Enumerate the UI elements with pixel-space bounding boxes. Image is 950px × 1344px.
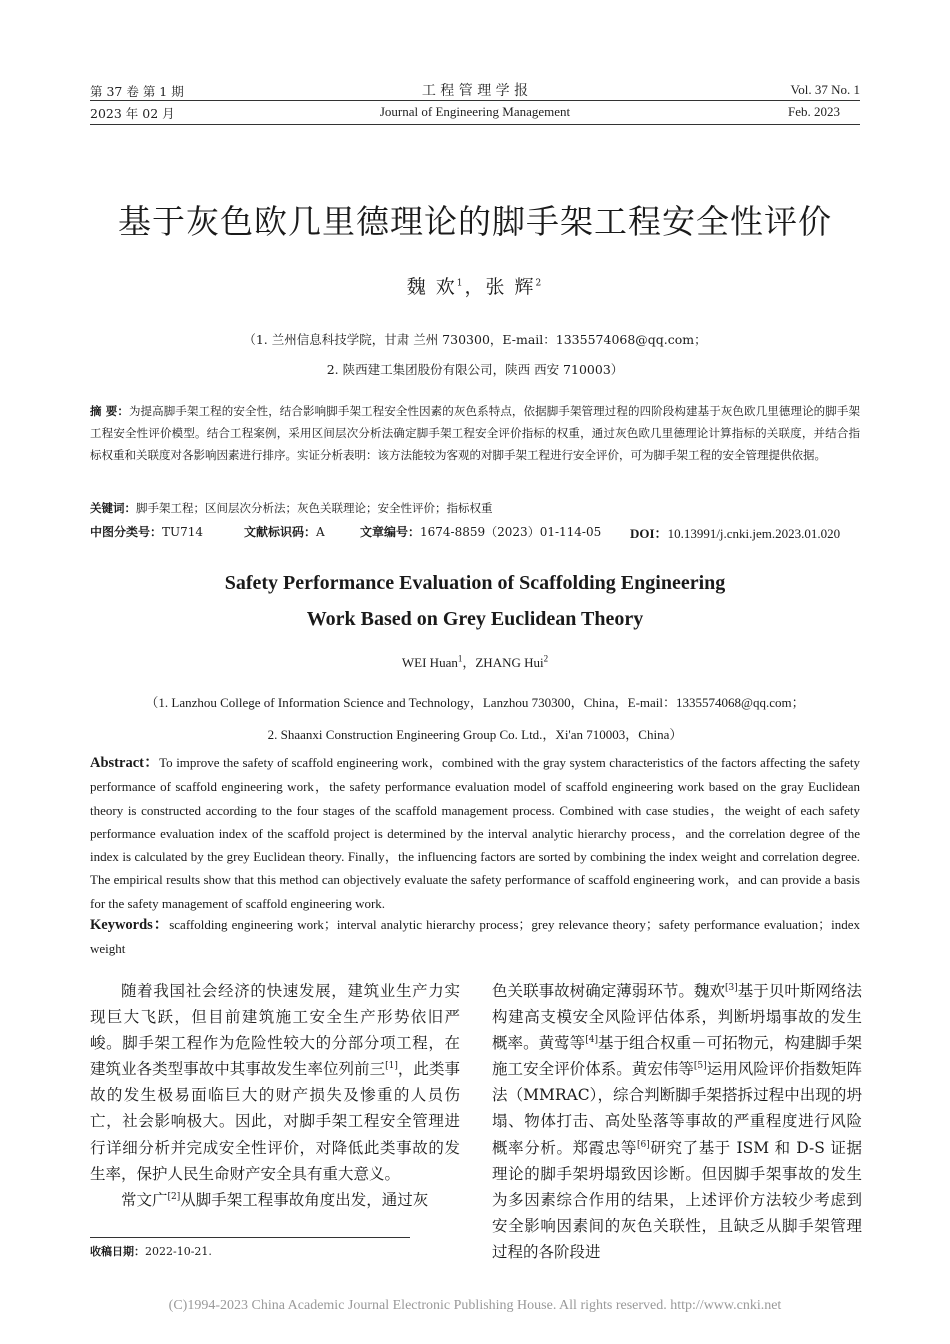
authors-en <box>0 652 950 671</box>
copyright-line: (C)1994-2023 China Academic Journal Electronic Publishing House. All rights reserved. http://www.cnki.net <box>168 1298 782 1313</box>
page-title-en-2: Work Based on Grey Euclidean Theory <box>306 608 644 630</box>
ref-6: [6] <box>637 1139 650 1150</box>
doi-label: DOI： <box>630 526 668 541</box>
abstract-cn-label: 摘 要： <box>90 404 129 418</box>
received-date-label: 收稿日期： <box>90 1245 145 1258</box>
author-2-sup-en: 2 <box>543 653 549 664</box>
ref-1: [1] <box>385 1061 398 1072</box>
ref-5: [5] <box>693 1061 707 1072</box>
keywords-en-text: scaffolding engineering work；interval analytic hierarchy process；grey relevance theory；safety performance evaluation；index weight <box>90 917 860 957</box>
header-date-en: Feb. 2023 <box>788 104 840 119</box>
authors-cn <box>0 272 950 299</box>
abstract-cn-text: 为提高脚手架工程的安全性，结合影响脚手架工程安全性因素的灰色系特点，依据脚手架管理过程的四阶段构建基于灰色欧几里德理论的脚手架工程安全性评价模型。结合工程案例，采用区间层次分析法确定脚手架工程安全评价指标的权重，通过灰色欧几里德理论计算指标的关联度，并结合指标权重和关联度对各影响因素进行排序。实证分析表明：该方法能较为客观的对脚手架工程进行安全评价，可为脚手架工程的安全管理提供依据。 <box>90 404 860 462</box>
affiliation-en-1: （1. Lanzhou College of Information Science and Technology，Lanzhou 730300，China，E-mail：1335574068@qq.com； <box>145 695 805 710</box>
ref-2: [2] <box>167 1191 181 1202</box>
document-code <box>244 523 325 540</box>
keywords-en-label: Keywords： <box>90 917 170 933</box>
author-2-cn: 张 辉 <box>485 276 536 298</box>
header-date-cn: 2023 年 02 月 <box>90 106 175 121</box>
abstract-en-text: To improve the safety of scaffold engineering work，combined with the gray system characteristics of the factors affecting the safety performance of scaffold engineering work，the safety performance evaluation model of scaffold engineering work based on the gray Euclidean theory is constructed according to the four stages of the scaffold management process. Combined with case studies，the weight of each safety performance evaluation index of the scaffold project is determined by the interval analytic hierarchy process，and the correlation degree of the index is calculated by the grey Euclidean theory. Finally，the influencing factors are sorted by combining the index weight and correlation degree. The empirical results show that this method can objectively evaluate the safety performance of scaffold engineering work，and can provide a basis for the safety management of scaffold engineering work. <box>90 755 860 911</box>
author-2-en: ZHANG Hui <box>475 655 544 670</box>
abstract-en <box>90 751 860 915</box>
header-journal-en: Journal of Engineering Management <box>379 104 571 119</box>
body-paragraph-right <box>492 978 862 1265</box>
affiliation-cn-2: 2. 陕西建工集团股份有限公司，陕西 西安 710003） <box>326 362 624 377</box>
ref-3: [3] <box>724 982 738 993</box>
keywords-en <box>90 913 860 961</box>
author-1-sup-cn: 1 <box>456 278 465 289</box>
clc-number <box>90 523 203 540</box>
keywords-cn-text: 脚手架工程；区间层次分析法；灰色关联理论；安全性评价；指标权重 <box>136 501 493 515</box>
header-rule-top <box>90 100 860 101</box>
abstract-en-label: Abstract： <box>90 755 160 771</box>
body-r-t4: 运用风险评价指数矩阵法（MMRAC），综合判断脚手架搭拆过程中出现的坍塌、物体打击、高处坠落等事故的严重程度进行风险概率分析。郑霞忠等 <box>492 1060 862 1157</box>
article-number-label: 文章编号： <box>360 525 421 539</box>
body-paragraph-1 <box>90 978 460 1187</box>
clc-value: TU714 <box>162 525 204 539</box>
body-p1-tail: ，此类事故的发生极易面临巨大的财产损失及惨重的人员伤亡，社会影响极大。因此，对脚手架工程安全管理进行详细分析并完成安全性评价，对降低此类事故的发生率，保护人民生命财产安全具有重大意义。 <box>90 1060 460 1183</box>
author-1-en: WEI Huan <box>401 655 458 670</box>
body-r-t3: 基于组合权重－可拓物元，构建脚手架施工安全评价体系。黄宏伟等 <box>492 1034 862 1079</box>
body-r-t2: 基于贝叶斯网络法构建高支模安全风险评估体系，判断坍塌事故的发生概率。黄莺等 <box>492 982 862 1053</box>
page-title-cn: 基于灰色欧几里德理论的脚手架工程安全性评价 <box>118 202 832 241</box>
body-p2-b: 从脚手架工程事故角度出发，通过灰 <box>180 1190 429 1209</box>
body-column-right <box>492 978 862 1265</box>
keywords-cn-label: 关键词： <box>90 501 136 515</box>
body-p2-a: 常文广 <box>121 1190 168 1209</box>
author-2-sup-cn: 2 <box>535 278 544 289</box>
author-sep-cn: ， <box>464 276 486 298</box>
author-1-sup-en: 1 <box>457 653 463 664</box>
page-title-en-1: Safety Performance Evaluation of Scaffolding Engineering <box>224 572 726 594</box>
header-volume-issue: 第 37 卷 第 1 期 <box>90 84 184 99</box>
doc-code-label: 文献标识码： <box>244 525 317 539</box>
article-number-value: 1674-8859（2023）01-114-05 <box>420 525 602 539</box>
header-journal-cn: 工 程 管 理 学 报 <box>421 83 529 99</box>
abstract-cn <box>90 400 860 466</box>
affiliation-cn-1: （1. 兰州信息科技学院，甘肃 兰州 730300，E-mail：1335574068@qq.com； <box>243 332 707 347</box>
header-vol-no-en: Vol. 37 No. 1 <box>790 82 860 97</box>
footnote-rule <box>90 1237 410 1238</box>
keywords-cn <box>90 497 860 519</box>
received-date-value: 2022-10-21. <box>145 1245 212 1258</box>
doi <box>630 523 840 542</box>
author-1-cn: 魏 欢 <box>406 276 457 298</box>
body-p1-text: 随着我国社会经济的快速发展，建筑业生产力实现巨大飞跃，但目前建筑施工安全生产形势依旧严峻。脚手架工程作为危险性较大的分部分项工程，在建筑业各类型事故中其事故发生率位列前三 <box>90 982 460 1079</box>
header-rule-bottom <box>90 124 860 125</box>
affiliation-en-2: 2. Shaanxi Construction Engineering Group Co. Ltd.，Xi'an 710003，China） <box>267 727 683 742</box>
article-number <box>360 523 601 540</box>
received-date <box>90 1243 212 1259</box>
doc-code-value: A <box>316 525 325 539</box>
clc-label: 中图分类号： <box>90 525 163 539</box>
body-r-t5: 研究了基于 ISM 和 D-S 证据理论的脚手架坍塌致因诊断。但因脚手架事故的发生为多因素综合作用的结果，上述评价方法较少考虑到安全影响因素间的灰色关联性，且缺乏从脚手架管理过程的各阶段进 <box>492 1138 862 1261</box>
author-sep-en: ， <box>462 655 476 670</box>
body-r-t1: 色关联事故树确定薄弱环节。魏欢 <box>492 982 725 1000</box>
doi-value: 10.13991/j.cnki.jem.2023.01.020 <box>667 526 841 541</box>
ref-4: [4] <box>585 1035 598 1046</box>
body-column-left <box>90 978 460 1213</box>
body-paragraph-2 <box>90 1187 460 1213</box>
